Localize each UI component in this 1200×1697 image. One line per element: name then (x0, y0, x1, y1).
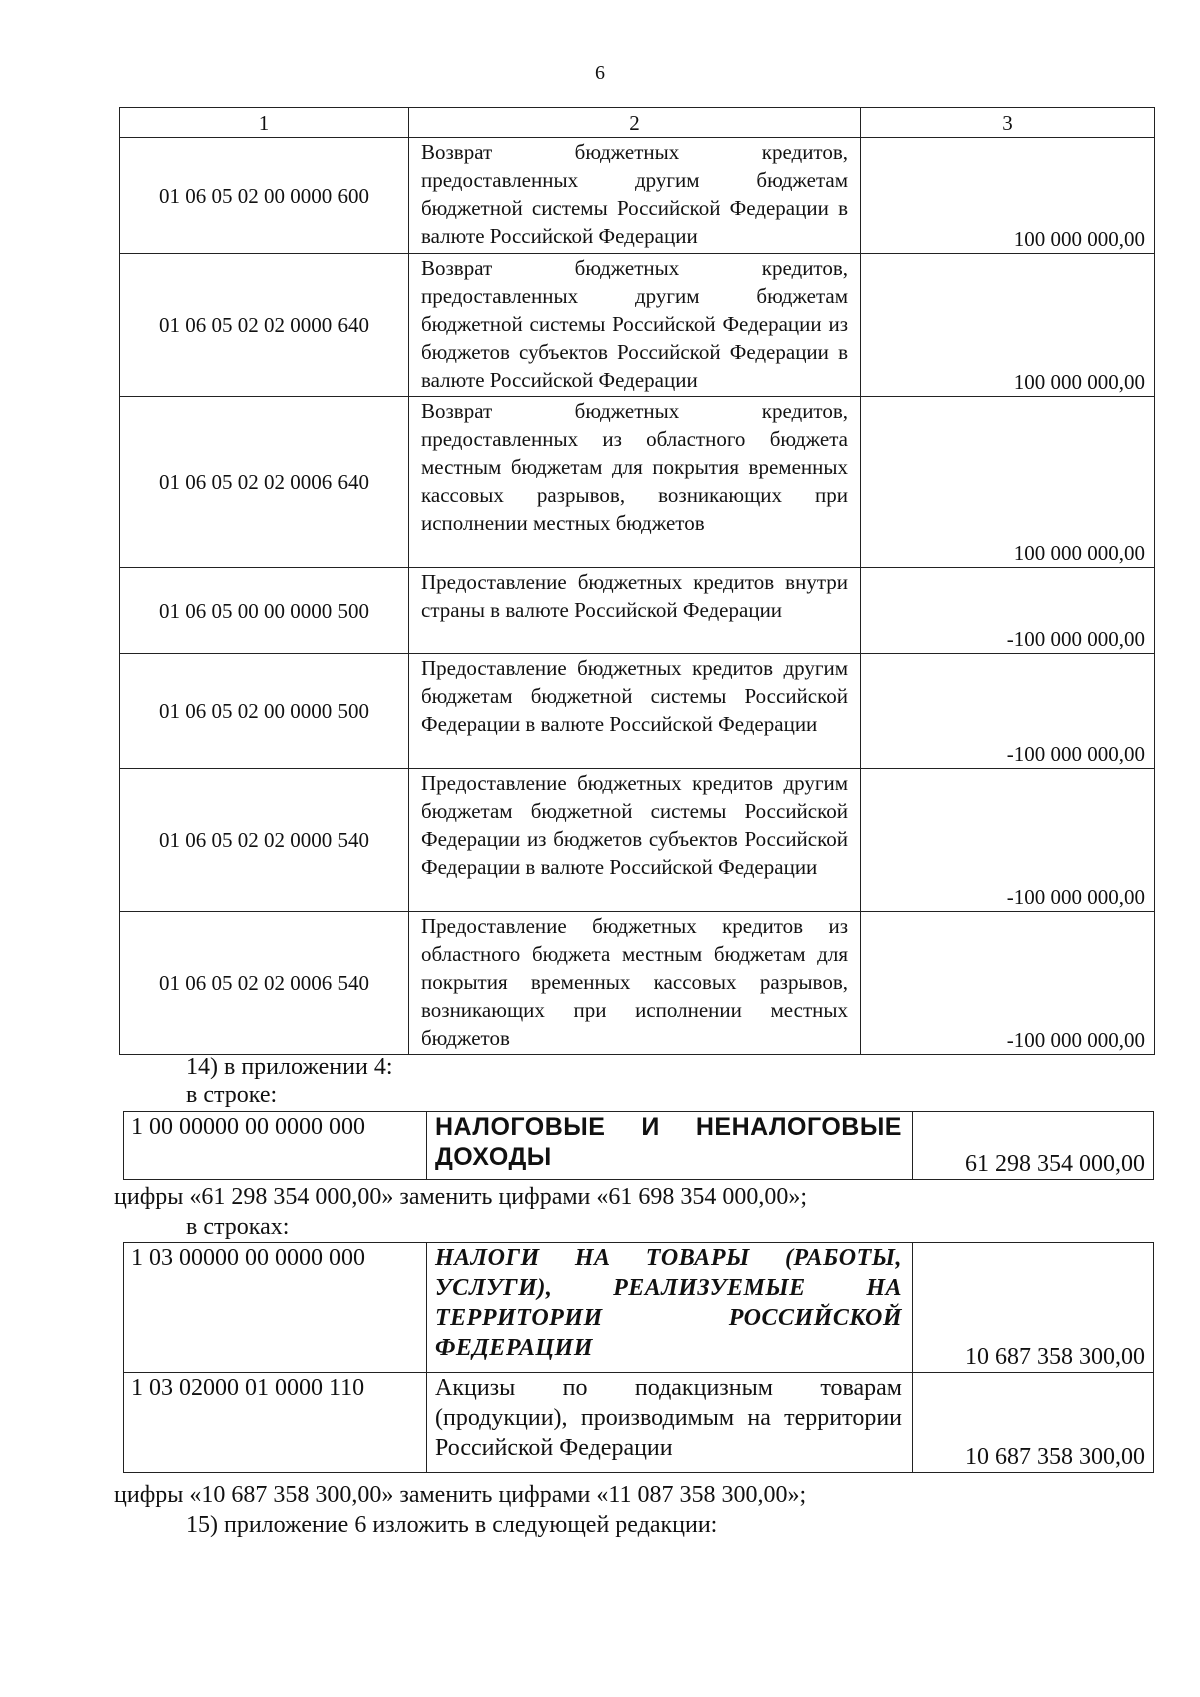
row-description: Предоставление бюджетных кредитов другим бюджетам бюджетной системы Российской Федерации в валюте Российской Федерации (409, 654, 861, 769)
item-14-text: 14) в приложении 4: (186, 1054, 393, 1080)
appendix-4-rows-table (123, 1242, 1154, 1473)
table-row (120, 254, 1155, 397)
item-15-text: 15) приложение 6 изложить в следующей редакции: (186, 1512, 718, 1538)
row-description: Акцизы по подакцизным товарам (продукции), производимым на территории Российской Федерации (427, 1373, 913, 1473)
table-row (124, 1112, 1154, 1180)
row-description: Предоставление бюджетных кредитов из областного бюджета местным бюджетам для покрытия временных кассовых разрывов, возникающих при исполнении местных бюджетов (409, 912, 861, 1055)
column-header: 1 (120, 108, 409, 138)
column-header: 2 (409, 108, 861, 138)
table-row (124, 1373, 1154, 1473)
sources-table (119, 107, 1155, 1055)
row-description: Возврат бюджетных кредитов, предоставленных другим бюджетам бюджетной системы Российской Федерации из бюджетов субъектов Российской Федерации в валюте Российской Федерации (409, 254, 861, 397)
row-amount: -100 000 000,00 (861, 654, 1155, 769)
row-description: Предоставление бюджетных кредитов другим бюджетам бюджетной системы Российской Федерации из бюджетов субъектов Российской Федерации в валюте Российской Федерации (409, 769, 861, 912)
row-amount: 100 000 000,00 (861, 138, 1155, 254)
row-description: Предоставление бюджетных кредитов внутри страны в валюте Российской Федерации (409, 568, 861, 654)
column-header: 3 (861, 108, 1155, 138)
row-code: 01 06 05 02 00 0000 500 (120, 654, 409, 769)
row-amount: -100 000 000,00 (861, 568, 1155, 654)
row-amount: 100 000 000,00 (861, 397, 1155, 568)
table-row (120, 912, 1155, 1055)
in-rows-label: в строках: (186, 1214, 290, 1240)
appendix-4-row-table (123, 1111, 1154, 1180)
row-code: 01 06 05 00 00 0000 500 (120, 568, 409, 654)
row-description: Возврат бюджетных кредитов, предоставленных другим бюджетам бюджетной системы Российской Федерации в валюте Российской Федерации (409, 138, 861, 254)
table-row (120, 138, 1155, 254)
replace-figures-text-2: цифры «10 687 358 300,00» заменить цифрами «11 087 358 300,00»; (114, 1482, 807, 1508)
row-code: 01 06 05 02 02 0006 540 (120, 912, 409, 1055)
row-description: НАЛОГИ НА ТОВАРЫ (РАБОТЫ, УСЛУГИ), РЕАЛИЗУЕМЫЕ НА ТЕРРИТОРИИ РОССИЙСКОЙ ФЕДЕРАЦИИ (427, 1243, 913, 1373)
table-row (120, 654, 1155, 769)
table-row (124, 1243, 1154, 1373)
row-amount: -100 000 000,00 (861, 769, 1155, 912)
row-code: 1 03 00000 00 0000 000 (124, 1243, 427, 1373)
row-code: 1 03 02000 01 0000 110 (124, 1373, 427, 1473)
row-code: 01 06 05 02 00 0000 600 (120, 138, 409, 254)
replace-figures-text-1: цифры «61 298 354 000,00» заменить цифрами «61 698 354 000,00»; (114, 1184, 808, 1210)
row-code: 01 06 05 02 02 0006 640 (120, 397, 409, 568)
row-code: 1 00 00000 00 0000 000 (124, 1112, 427, 1180)
row-amount: 100 000 000,00 (861, 254, 1155, 397)
row-amount: -100 000 000,00 (861, 912, 1155, 1055)
table-row (120, 769, 1155, 912)
row-code: 01 06 05 02 02 0000 640 (120, 254, 409, 397)
row-description: Возврат бюджетных кредитов, предоставленных из областного бюджета местным бюджетам для покрытия временных кассовых разрывов, возникающих при исполнении местных бюджетов (409, 397, 861, 568)
row-amount: 10 687 358 300,00 (913, 1373, 1154, 1473)
row-amount: 61 298 354 000,00 (913, 1112, 1154, 1180)
row-amount: 10 687 358 300,00 (913, 1243, 1154, 1373)
table-row (120, 568, 1155, 654)
table-header-row (120, 108, 1155, 138)
row-description: НАЛОГОВЫЕ И НЕНАЛОГОВЫЕ ДОХОДЫ (427, 1112, 913, 1180)
table-row (120, 397, 1155, 568)
page-number: 6 (595, 62, 605, 84)
in-row-label: в строке: (186, 1082, 278, 1108)
row-code: 01 06 05 02 02 0000 540 (120, 769, 409, 912)
